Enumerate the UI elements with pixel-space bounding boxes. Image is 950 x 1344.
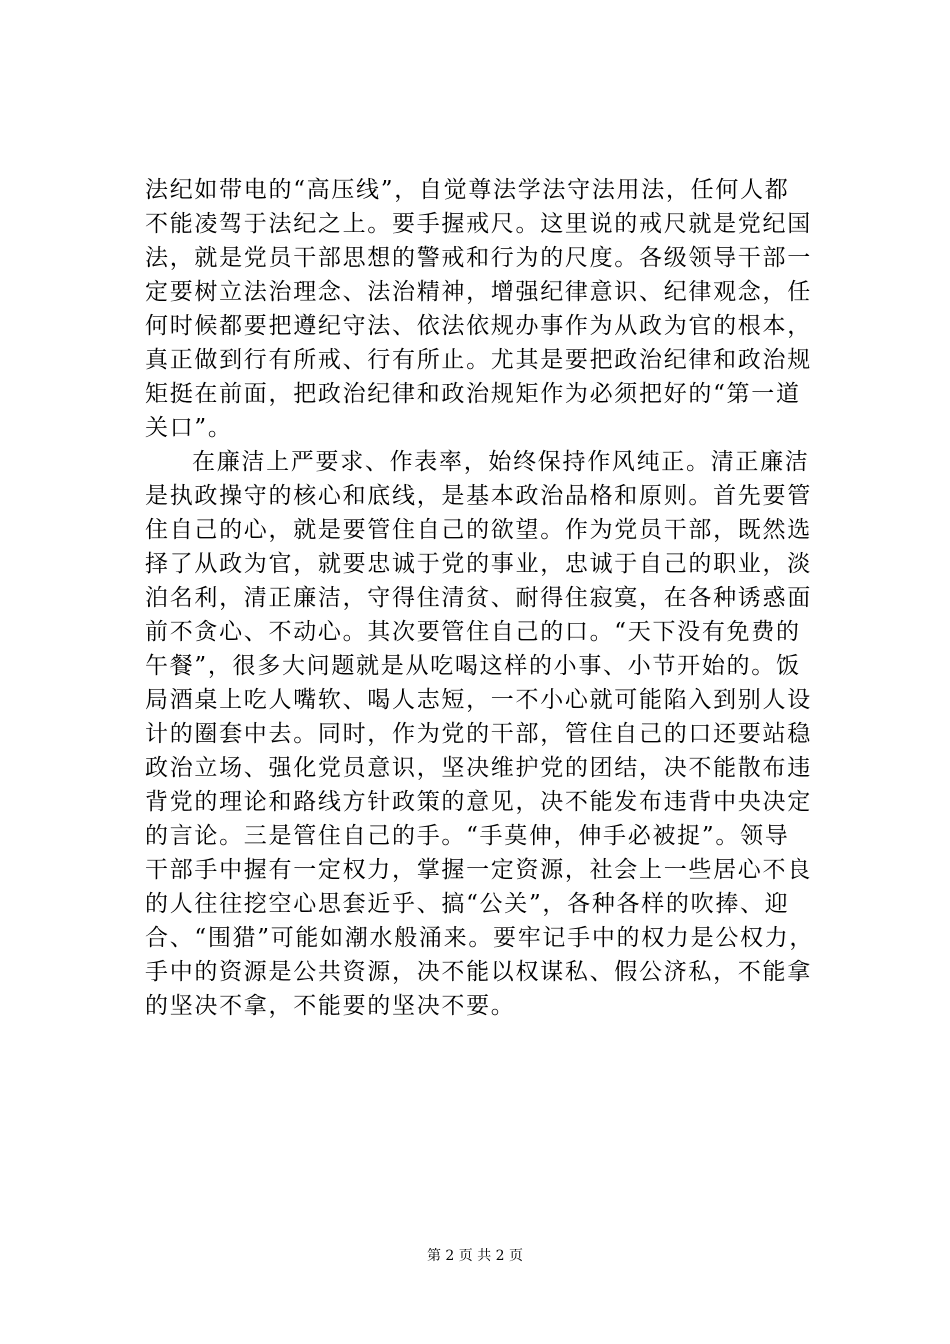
page-number-footer: 第 2 页 共 2 页 (426, 1248, 524, 1264)
text-line: 背党的理论和路线方针政策的意见，决不能发布违背中央决定 (145, 789, 812, 815)
paragraph-2 (145, 445, 817, 1023)
text-line: 法纪如带电的“高压线”，自觉尊法学法守法用法，任何人都 (145, 177, 790, 203)
document-body (145, 173, 817, 1023)
text-line: 计的圈套中去。同时，作为党的干部，管住自己的口还要站稳 (145, 721, 812, 747)
text-line: 是执政操守的核心和底线，是基本政治品格和原则。首先要管 (145, 483, 812, 509)
text-line: 午餐”，很多大问题就是从吃喝这样的小事、小节开始的。饭 (145, 653, 801, 679)
text-line: 泊名利，清正廉洁，守得住清贫、耐得住寂寞，在各种诱惑面 (145, 585, 812, 611)
text-line: 的言论。三是管住自己的手。“手莫伸，伸手必被捉”。领导 (145, 823, 790, 849)
text-line: 手中的资源是公共资源，决不能以权谋私、假公济私，不能拿 (145, 959, 812, 985)
text-line: 的人往往挖空心思套近乎、搞“公关”，各种各样的吹捧、迎 (145, 891, 790, 917)
paragraph-1 (145, 173, 817, 445)
text-line: 法，就是党员干部思想的警戒和行为的尺度。各级领导干部一 (145, 245, 812, 271)
text-line: 何时候都要把遵纪守法、依法依规办事作为从政为官的根本， (145, 313, 812, 339)
text-line: 真正做到行有所戒、行有所止。尤其是要把政治纪律和政治规 (145, 347, 812, 373)
text-line: 局酒桌上吃人嘴软、喝人志短，一不小心就可能陷入到别人设 (145, 687, 812, 713)
text-line: 不能凌驾于法纪之上。要手握戒尺。这里说的戒尺就是党纪国 (145, 211, 812, 237)
text-line: 的坚决不拿，不能要的坚决不要。 (145, 993, 516, 1019)
text-line: 合、“围猎”可能如潮水般涌来。要牢记手中的权力是公权力， (145, 925, 815, 951)
text-line: 政治立场、强化党员意识，坚决维护党的团结，决不能散布违 (145, 755, 812, 781)
text-line: 择了从政为官，就要忠诚于党的事业，忠诚于自己的职业，淡 (145, 551, 812, 577)
text-line: 定要树立法治理念、法治精神，增强纪律意识、纪律观念，任 (145, 279, 812, 305)
text-line: 住自己的心，就是要管住自己的欲望。作为党员干部，既然选 (145, 517, 812, 543)
text-line: 前不贪心、不动心。其次要管住自己的口。“天下没有免费的 (145, 619, 801, 645)
text-line-first: 在廉洁上严要求、作表率，始终保持作风纯正。清正廉洁 (192, 449, 810, 475)
text-line: 矩挺在前面，把政治纪律和政治规矩作为必须把好的“第一道 (145, 381, 801, 407)
text-line: 关口”。 (145, 415, 233, 441)
text-line: 干部手中握有一定权力，掌握一定资源，社会上一些居心不良 (145, 857, 812, 883)
